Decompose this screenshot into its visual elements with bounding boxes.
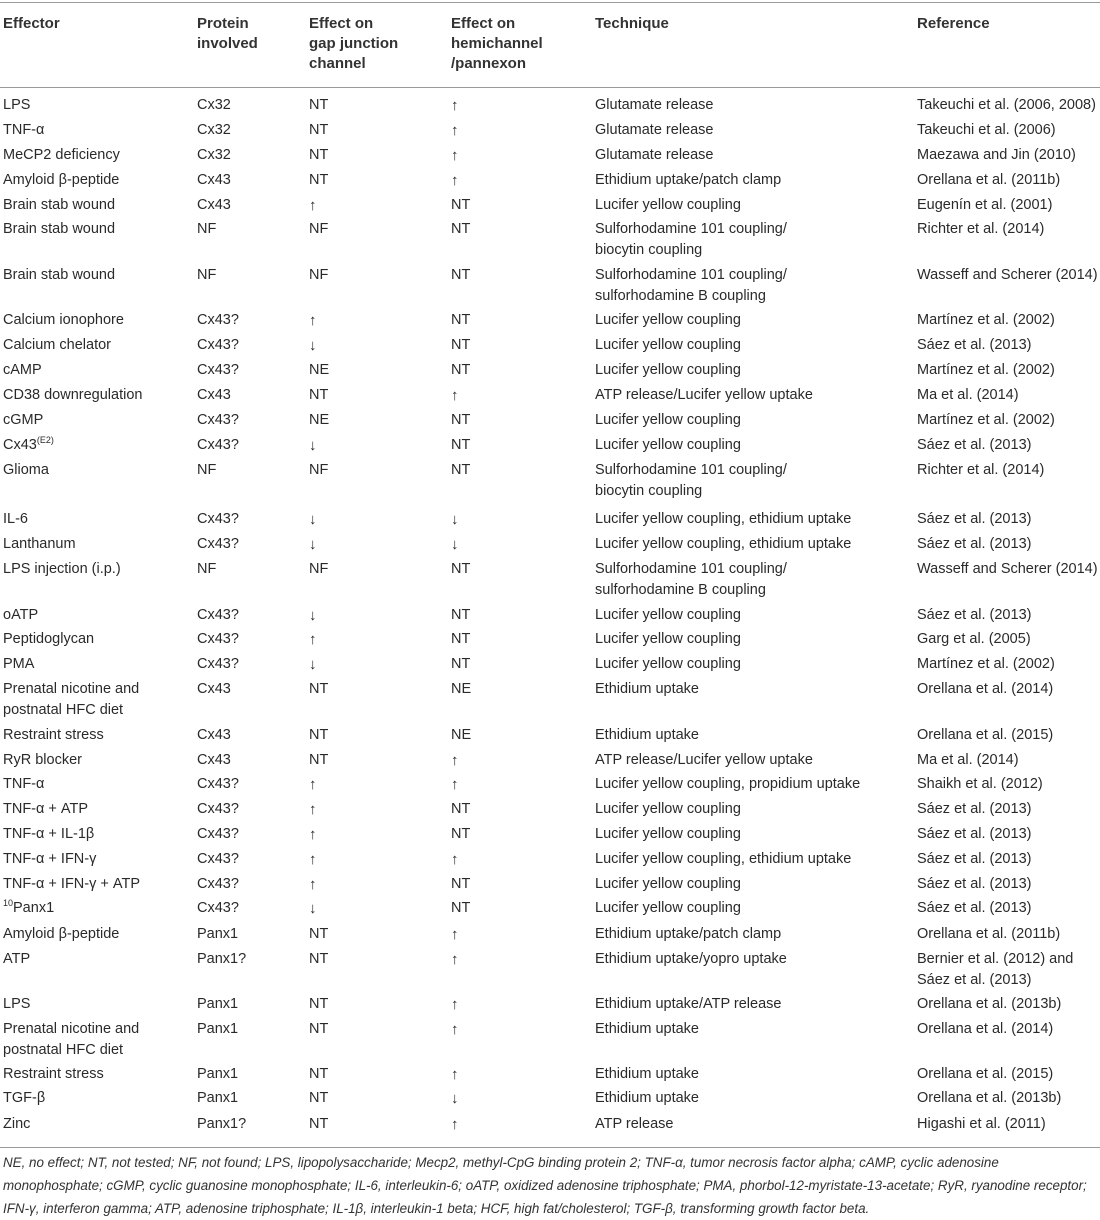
hemichannel-cell: ↑ (451, 172, 459, 189)
hemichannel-cell: NT (451, 900, 471, 916)
technique-cell: Lucifer yellow coupling (595, 631, 741, 647)
reference-cell: Shaikh et al. (2012) (917, 776, 1043, 792)
reference-cell: Sáez et al. (2013) (917, 900, 1032, 916)
protein-cell: Cx43 (197, 752, 231, 768)
technique-cell: Lucifer yellow coupling (595, 900, 741, 916)
effector-cell: PMA (3, 656, 35, 672)
hemichannel-cell: NT (451, 437, 471, 453)
effector-superscript: 10 (3, 898, 14, 908)
effector-cell: Glioma (3, 462, 49, 478)
gap-junction-cell: ↑ (309, 801, 317, 818)
effector-cell: Prenatal nicotine and postnatal HFC diet (3, 1021, 140, 1058)
effector-cell: TNF-α (3, 776, 45, 792)
protein-cell: Cx43? (197, 337, 239, 353)
effector-cell: MeCP2 deficiency (3, 147, 120, 163)
hemichannel-cell: NT (451, 462, 471, 478)
table-header (0, 14, 1100, 94)
effector-cell: TGF-β (3, 1090, 46, 1106)
technique-cell: Lucifer yellow coupling, ethidium uptake (595, 511, 852, 527)
protein-cell: Cx43? (197, 607, 239, 623)
technique-cell: Ethidium uptake/ATP release (595, 996, 782, 1012)
hemichannel-cell: NT (451, 337, 471, 353)
technique-cell: Lucifer yellow coupling, ethidium uptake (595, 851, 852, 867)
effector-cell: Amyloid β-peptide (3, 172, 120, 188)
reference-cell: Higashi et al. (2011) (917, 1116, 1046, 1132)
hemichannel-cell: NT (451, 197, 471, 213)
hemichannel-cell: ↑ (451, 752, 459, 769)
technique-cell: Lucifer yellow coupling, propidium uptake (595, 776, 861, 792)
technique-cell: Lucifer yellow coupling (595, 362, 741, 378)
protein-cell: Cx43? (197, 801, 239, 817)
gap-junction-cell: ↓ (309, 656, 317, 673)
effector-cell: TNF-α + IL-1β (3, 826, 95, 842)
reference-cell: Martínez et al. (2002) (917, 312, 1055, 328)
effector-cell: Restraint stress (3, 1066, 104, 1082)
hemichannel-cell: ↑ (451, 851, 459, 868)
hemichannel-cell: ↓ (451, 1090, 459, 1107)
gap-junction-cell: NE (309, 362, 330, 378)
reference-cell: Orellana et al. (2015) (917, 727, 1054, 743)
reference-cell: Martínez et al. (2002) (917, 362, 1055, 378)
hemichannel-cell: ↑ (451, 387, 459, 404)
protein-cell: Cx32 (197, 147, 231, 163)
reference-cell: Orellana et al. (2013b) (917, 1090, 1062, 1106)
technique-cell: Ethidium uptake (595, 727, 699, 743)
reference-cell: Sáez et al. (2013) (917, 337, 1032, 353)
gap-junction-cell: ↓ (309, 437, 317, 454)
protein-cell: Cx43 (197, 727, 231, 743)
gap-junction-cell: NT (309, 172, 329, 188)
gap-junction-cell: ↓ (309, 900, 317, 917)
protein-cell: Cx43 (197, 197, 231, 213)
protein-cell: Cx43? (197, 511, 239, 527)
hemichannel-cell: NE (451, 727, 472, 743)
gap-junction-cell: NF (309, 462, 329, 478)
reference-cell: Takeuchi et al. (2006, 2008) (917, 97, 1096, 113)
header-technique: Technique (595, 15, 669, 32)
technique-cell: Sulforhodamine 101 coupling/ sulforhodamine B coupling (595, 561, 787, 598)
gap-junction-cell: NT (309, 97, 329, 113)
technique-cell: Sulforhodamine 101 coupling/ biocytin coupling (595, 221, 787, 258)
protein-cell: Panx1? (197, 951, 247, 967)
effector-cell: RyR blocker (3, 752, 82, 768)
hemichannel-cell: NT (451, 801, 471, 817)
technique-cell: Lucifer yellow coupling, ethidium uptake (595, 536, 852, 552)
effector-cell: Brain stab wound (3, 221, 116, 237)
reference-cell: Orellana et al. (2015) (917, 1066, 1054, 1082)
hemichannel-cell: NT (451, 561, 471, 577)
protein-cell: Cx43? (197, 536, 239, 552)
gap-junction-cell: ↓ (309, 511, 317, 528)
reference-cell: Ma et al. (2014) (917, 387, 1019, 403)
technique-cell: Ethidium uptake (595, 681, 699, 697)
effector-cell: LPS (3, 97, 31, 113)
gap-junction-cell: NT (309, 122, 329, 138)
hemichannel-cell: NT (451, 656, 471, 672)
hemichannel-cell: NT (451, 412, 471, 428)
protein-cell: Cx43? (197, 826, 239, 842)
effector-cell: Brain stab wound (3, 197, 116, 213)
reference-cell: Sáez et al. (2013) (917, 801, 1032, 817)
gap-junction-cell: ↑ (309, 631, 317, 648)
reference-cell: Maezawa and Jin (2010) (917, 147, 1076, 163)
hemichannel-cell: ↑ (451, 1066, 459, 1083)
reference-cell: Sáez et al. (2013) (917, 511, 1032, 527)
gap-junction-cell: ↓ (309, 536, 317, 553)
gap-junction-cell: NT (309, 387, 329, 403)
gap-junction-cell: NT (309, 147, 329, 163)
header-hemichannel: Effect on hemichannel /pannexon (451, 15, 543, 72)
effector-cell: Calcium ionophore (3, 312, 124, 328)
effector-cell: $Cx43^{(E2)}$ (3, 435, 54, 453)
top-rule (0, 2, 1100, 3)
gap-junction-cell: NT (309, 1066, 329, 1082)
hemichannel-cell: NT (451, 267, 471, 283)
gap-junction-cell: ↑ (309, 776, 317, 793)
hemichannel-cell: ↓ (451, 536, 459, 553)
technique-cell: Lucifer yellow coupling (595, 801, 741, 817)
hemichannel-cell: NT (451, 876, 471, 892)
hemichannel-cell: ↑ (451, 122, 459, 139)
reference-cell: Martínez et al. (2002) (917, 656, 1055, 672)
technique-cell: Glutamate release (595, 122, 714, 138)
hemichannel-cell: ↑ (451, 147, 459, 164)
hemichannel-cell: ↑ (451, 1021, 459, 1038)
technique-cell: Ethidium uptake/patch clamp (595, 926, 782, 942)
protein-cell: Panx1 (197, 1021, 239, 1037)
technique-cell: Glutamate release (595, 97, 714, 113)
gap-junction-cell: ↓ (309, 337, 317, 354)
reference-cell: Wasseff and Scherer (2014) (917, 267, 1098, 283)
effector-cell: cGMP (3, 412, 44, 428)
gap-junction-cell: NT (309, 681, 329, 697)
protein-cell: Cx32 (197, 122, 231, 138)
protein-cell: Cx43? (197, 362, 239, 378)
hemichannel-cell: ↑ (451, 776, 459, 793)
reference-cell: Bernier et al. (2012) and Sáez et al. (2013) (917, 951, 1074, 988)
protein-cell: Cx43 (197, 387, 231, 403)
header-rule (0, 87, 1100, 88)
hemichannel-cell: NE (451, 681, 472, 697)
gap-junction-cell: NT (309, 752, 329, 768)
hemichannel-cell: NT (451, 631, 471, 647)
hemichannel-cell: NT (451, 607, 471, 623)
effector-cell: TNF-α + IFN-γ (3, 851, 97, 867)
reference-cell: Sáez et al. (2013) (917, 851, 1032, 867)
hemichannel-cell: ↑ (451, 951, 459, 968)
reference-cell: Sáez et al. (2013) (917, 826, 1032, 842)
effector-cell: LPS (3, 996, 31, 1012)
technique-cell: Lucifer yellow coupling (595, 876, 741, 892)
technique-cell: Ethidium uptake/yopro uptake (595, 951, 787, 967)
hemichannel-cell: ↑ (451, 1116, 459, 1133)
effector-cell: $^{10}$Panx1 (3, 898, 55, 916)
protein-cell: Cx43? (197, 776, 239, 792)
hemichannel-cell: ↑ (451, 97, 459, 114)
gap-junction-cell: NF (309, 267, 329, 283)
gap-junction-cell: ↑ (309, 876, 317, 893)
effector-cell: Zinc (3, 1116, 31, 1132)
gap-junction-cell: ↑ (309, 826, 317, 843)
technique-cell: Ethidium uptake/patch clamp (595, 172, 782, 188)
protein-cell: Cx43? (197, 412, 239, 428)
bottom-rule (0, 1147, 1100, 1148)
reference-cell: Eugenín et al. (2001) (917, 197, 1053, 213)
technique-cell: Lucifer yellow coupling (595, 412, 741, 428)
reference-cell: Orellana et al. (2011b) (917, 926, 1061, 942)
gap-junction-cell: ↑ (309, 851, 317, 868)
gap-junction-cell: NF (309, 221, 329, 237)
technique-cell: Lucifer yellow coupling (595, 656, 741, 672)
gap-junction-cell: NT (309, 996, 329, 1012)
reference-cell: Wasseff and Scherer (2014) (917, 561, 1098, 577)
protein-cell: Panx1 (197, 1066, 239, 1082)
hemichannel-cell: NT (451, 221, 471, 237)
protein-cell: Cx43? (197, 312, 239, 328)
technique-cell: Lucifer yellow coupling (595, 337, 741, 353)
technique-cell: Lucifer yellow coupling (595, 826, 741, 842)
gap-junction-cell: NT (309, 1021, 329, 1037)
reference-cell: Orellana et al. (2014) (917, 1021, 1054, 1037)
effector-cell: TNF-α + ATP (3, 801, 89, 817)
gap-junction-cell: NF (309, 561, 329, 577)
effector-cell: IL-6 (3, 511, 28, 527)
effector-cell: Peptidoglycan (3, 631, 95, 647)
reference-cell: Martínez et al. (2002) (917, 412, 1055, 428)
protein-cell: Cx43? (197, 631, 239, 647)
technique-cell: Sulforhodamine 101 coupling/ sulforhodamine B coupling (595, 267, 787, 304)
protein-cell: Panx1 (197, 996, 239, 1012)
effector-cell: TNF-α (3, 122, 45, 138)
gap-junction-cell: ↓ (309, 607, 317, 624)
protein-cell: Cx43? (197, 656, 239, 672)
protein-cell: Panx1? (197, 1116, 247, 1132)
reference-cell: Orellana et al. (2011b) (917, 172, 1061, 188)
effector-cell: CD38 downregulation (3, 387, 143, 403)
hemichannel-cell: ↑ (451, 996, 459, 1013)
technique-cell: ATP release/Lucifer yellow uptake (595, 752, 813, 768)
technique-cell: Lucifer yellow coupling (595, 197, 741, 213)
technique-cell: Ethidium uptake (595, 1090, 699, 1106)
technique-cell: Lucifer yellow coupling (595, 312, 741, 328)
protein-cell: NF (197, 221, 217, 237)
header-effector: Effector (3, 15, 60, 32)
gap-junction-cell: NT (309, 1116, 329, 1132)
protein-cell: Cx32 (197, 97, 231, 113)
gap-junction-cell: NT (309, 1090, 329, 1106)
technique-cell: Sulforhodamine 101 coupling/ biocytin coupling (595, 462, 787, 499)
protein-cell: NF (197, 267, 217, 283)
reference-cell: Takeuchi et al. (2006) (917, 122, 1056, 138)
protein-cell: NF (197, 462, 217, 478)
technique-cell: Glutamate release (595, 147, 714, 163)
effector-cell: oATP (3, 607, 39, 623)
protein-cell: Cx43? (197, 437, 239, 453)
technique-cell: ATP release/Lucifer yellow uptake (595, 387, 813, 403)
reference-cell: Sáez et al. (2013) (917, 607, 1032, 623)
protein-cell: Cx43 (197, 172, 231, 188)
hemichannel-cell: NT (451, 362, 471, 378)
technique-cell: Lucifer yellow coupling (595, 437, 741, 453)
technique-cell: Lucifer yellow coupling (595, 607, 741, 623)
effector-cell: Amyloid β-peptide (3, 926, 120, 942)
protein-cell: Cx43? (197, 900, 239, 916)
gap-junction-cell: NE (309, 412, 330, 428)
protein-cell: Cx43? (197, 876, 239, 892)
hemichannel-cell: NT (451, 826, 471, 842)
reference-cell: Sáez et al. (2013) (917, 536, 1032, 552)
hemichannel-cell: NT (451, 312, 471, 328)
technique-cell: ATP release (595, 1116, 674, 1132)
reference-cell: Richter et al. (2014) (917, 221, 1045, 237)
effector-cell: Restraint stress (3, 727, 104, 743)
protein-cell: NF (197, 561, 217, 577)
effector-cell: Prenatal nicotine and postnatal HFC diet (3, 681, 140, 718)
hemichannel-cell: ↑ (451, 926, 459, 943)
reference-cell: Ma et al. (2014) (917, 752, 1019, 768)
header-gap-junction: Effect on gap junction channel (309, 15, 399, 72)
effector-cell: ATP (3, 951, 31, 967)
protein-cell: Panx1 (197, 1090, 239, 1106)
technique-cell: Ethidium uptake (595, 1021, 699, 1037)
protein-cell: Cx43? (197, 851, 239, 867)
reference-cell: Orellana et al. (2014) (917, 681, 1054, 697)
protein-cell: Cx43 (197, 681, 231, 697)
effector-superscript: (E2) (36, 435, 54, 445)
header-reference: Reference (917, 15, 990, 32)
effector-cell: TNF-α + IFN-γ + ATP (3, 876, 141, 892)
effector-cell: Lanthanum (3, 536, 76, 552)
reference-cell: Richter et al. (2014) (917, 462, 1045, 478)
header-protein: Protein involved (197, 15, 258, 52)
reference-cell: Orellana et al. (2013b) (917, 996, 1062, 1012)
reference-cell: Garg et al. (2005) (917, 631, 1031, 647)
protein-cell: Panx1 (197, 926, 239, 942)
gap-junction-cell: NT (309, 926, 329, 942)
reference-cell: Sáez et al. (2013) (917, 876, 1032, 892)
effector-cell: Calcium chelator (3, 337, 111, 353)
gap-junction-cell: ↑ (309, 197, 317, 214)
table-footnote: NE, no effect; NT, not tested; NF, not found; LPS, lipopolysaccharide; Mecp2, methyl-CpG binding protein 2; TNF-α, tumor necrosis factor alpha; cAMP, cyclic adenosine monophosphate; cGMP, cyclic guanosine monophosphate; IL-6, interleukin-6; oATP, oxidized adenosine triphosphate; PMA, phorbol-12-myristate-13-acetate; RyR, ryanodine receptor; IFN-γ, interferon gamma; ATP, adenosine triphosphate; IL-1β, interleukin-1 beta; HCF, high fat/cholesterol; TGF-β, transforming growth factor beta. (3, 1155, 1087, 1216)
reference-cell: Sáez et al. (2013) (917, 437, 1032, 453)
effector-cell: LPS injection (i.p.) (3, 561, 121, 577)
gap-junction-cell: ↑ (309, 312, 317, 329)
technique-cell: Ethidium uptake (595, 1066, 699, 1082)
effector-cell: Brain stab wound (3, 267, 116, 283)
gap-junction-cell: NT (309, 727, 329, 743)
gap-junction-cell: NT (309, 951, 329, 967)
hemichannel-cell: ↓ (451, 511, 459, 528)
effector-cell: cAMP (3, 362, 42, 378)
